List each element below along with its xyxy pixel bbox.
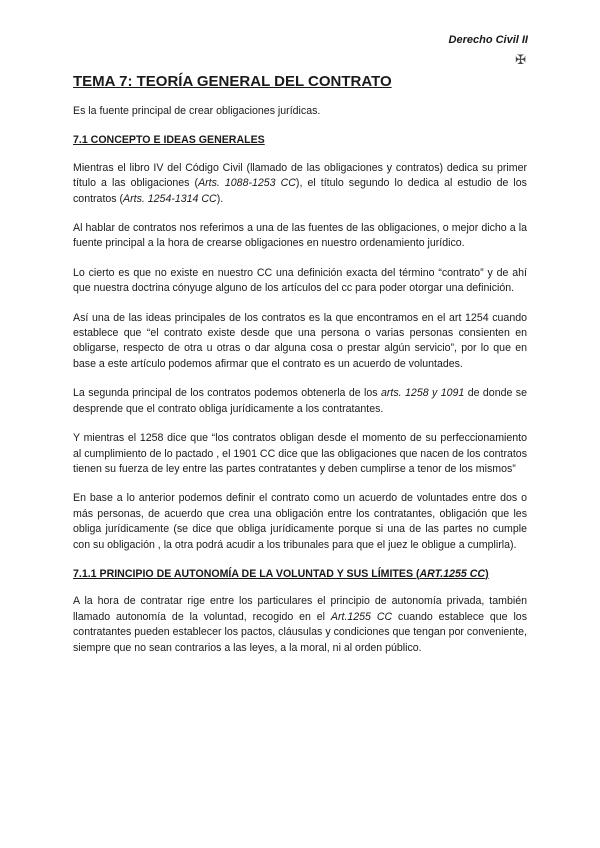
section-heading-7-1-1: 7.1.1 PRINCIPIO DE AUTONOMÍA DE LA VOLUNTAD Y SUS LÍMITES (ART.1255 CC) <box>73 567 489 580</box>
intro-paragraph: Es la fuente principal de crear obligaciones jurídicas. <box>73 105 321 117</box>
paragraph-6: Y mientras el 1258 dice que “los contratos obligan desde el momento de su perfeccionamiento al cumplimiento de lo pactado , el 1901 CC dice que las obligaciones que nacen de los contratos tienen su fuerza de ley entre las partes contratantes y deben cumplirse a tenor de los mismos” <box>73 432 527 475</box>
section-heading-7-1: 7.1 CONCEPTO E IDEAS GENERALES <box>73 134 265 147</box>
paragraph-8: A la hora de contratar rige entre los particulares el principio de autonomía privada, también llamado autonomía de la voluntad, recogido en el Art.1255 CC cuando establece que los contratantes pueden establecer los pactos, cláusulas y condiciones que tengan por conveniente, siempre que no sean contrarios a las leyes, a la moral, ni al orden público. <box>73 595 527 654</box>
paragraph-4: Así una de las ideas principales de los contratos es la que encontramos en el art 1254 cuando establece que “el contrato existe desde que una persona o varias personas consienten en obligarse, respecto de otra u otras o dar alguna cosa o prestar algún servicio”, por lo que en base a este artículo podemos afirmar que el contrato es un acuerdo de voluntades. <box>73 311 527 370</box>
paragraph-7: En base a lo anterior podemos definir el contrato como un acuerdo de voluntades entre dos o más personas, de acuerdo que crea una obligación entre los contratantes, obligación que les obliga jurídicamente (se dice que obliga jurídicamente porque si una de las partes no cumple con su obligación , la otra podrá acudir a los tribunales para que el juez le obligue a cumplirla). <box>73 492 527 551</box>
cross-icon: ✠ <box>515 52 526 67</box>
paragraph-1: Mientras el libro IV del Código Civil (llamado de las obligaciones y contratos) dedica su primer título a las obligaciones (Arts. 1088-1253 CC), el título segundo lo dedica al estudio de los contratos (Arts. 1254-1314 CC). <box>73 161 527 205</box>
paragraph-2: Al hablar de contratos nos referimos a una de las fuentes de las obligaciones, o mejor dicho a la fuente principal a la hora de crearse obligaciones en nuestro ordenamiento jurídico. <box>73 222 527 250</box>
page-title: TEMA 7: TEORÍA GENERAL DEL CONTRATO <box>73 73 392 90</box>
header-subject: Derecho Civil II <box>448 34 528 46</box>
paragraph-5: La segunda principal de los contratos podemos obtenerla de los arts. 1258 y 1091 de donde se desprende que el contrato obliga jurídicamente a los contratantes. <box>73 387 527 415</box>
paragraph-3: Lo cierto es que no existe en nuestro CC una definición exacta del término “contrato” y de ahí que nuestra doctrina cónyuge alguno de los artículos del cc para poder otorgar una definición. <box>73 266 527 295</box>
document-body <box>73 72 527 670</box>
